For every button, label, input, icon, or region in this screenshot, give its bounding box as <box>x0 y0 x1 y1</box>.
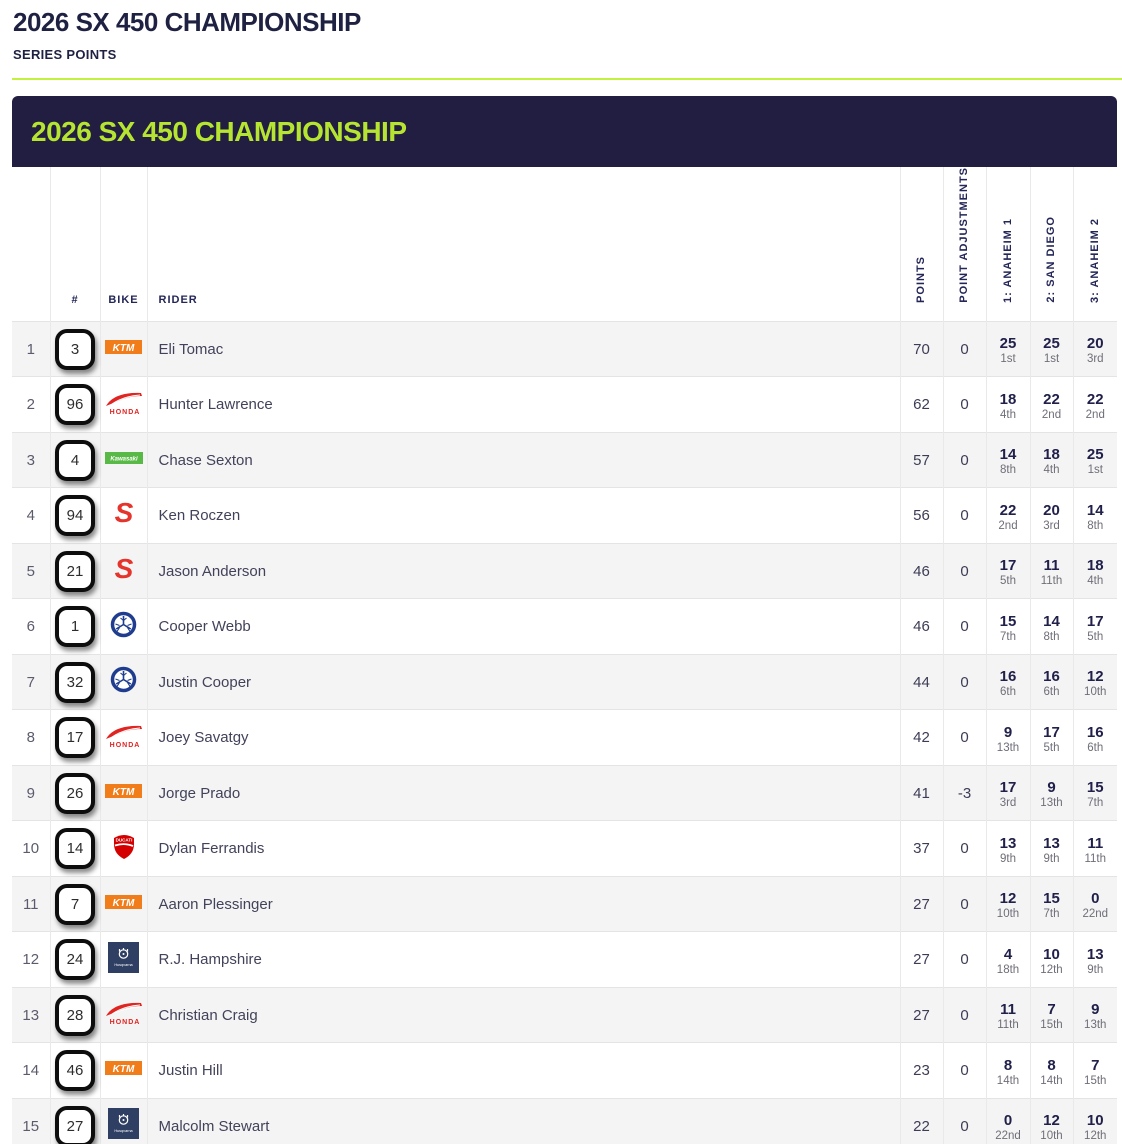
svg-text:KTM: KTM <box>112 1064 135 1076</box>
table-row <box>12 932 1117 988</box>
point-adjustments-cell: 0 <box>943 599 986 655</box>
round-3-result: 16 6th <box>1073 710 1117 766</box>
svg-text:KTM: KTM <box>112 897 135 909</box>
round-1-result: 14 8th <box>986 432 1030 488</box>
rider-name: Jorge Prado <box>147 765 900 821</box>
bike-logo-cell <box>100 1098 147 1144</box>
rider-name: Justin Hill <box>147 1043 900 1099</box>
bike-logo-cell <box>100 488 147 544</box>
husqvarna-logo-icon <box>108 1108 139 1139</box>
point-adjustments-cell: 0 <box>943 821 986 877</box>
bike-logo-cell <box>100 876 147 932</box>
point-adjustments-cell: 0 <box>943 1043 986 1099</box>
table-row <box>12 876 1117 932</box>
bike-logo-cell <box>100 1043 147 1099</box>
number-plate-cell <box>50 710 100 766</box>
number-plate: 7 <box>55 884 95 925</box>
bike-logo-cell <box>100 765 147 821</box>
number-plate: 46 <box>55 1050 95 1091</box>
number-plate-cell <box>50 876 100 932</box>
round-1-result: 15 7th <box>986 599 1030 655</box>
position-cell: 7 <box>12 654 50 710</box>
round-3-result: 22 2nd <box>1073 377 1117 433</box>
header-point-adjustments: POINT ADJUSTMENTS <box>943 167 986 321</box>
svg-text:HONDA: HONDA <box>109 741 140 749</box>
svg-text:DUCATI: DUCATI <box>115 837 132 843</box>
rider-name: Dylan Ferrandis <box>147 821 900 877</box>
svg-text:S: S <box>114 553 133 584</box>
round-1-result: 11 11th <box>986 987 1030 1043</box>
round-1-result: 9 13th <box>986 710 1030 766</box>
round-2-result: 13 9th <box>1030 821 1073 877</box>
number-plate: 17 <box>55 717 95 758</box>
bike-logo-cell <box>100 543 147 599</box>
svg-text:Husqvarna: Husqvarna <box>114 962 133 967</box>
table-row <box>12 543 1117 599</box>
number-plate: 94 <box>55 495 95 536</box>
bike-logo-cell <box>100 821 147 877</box>
svg-text:Kawasaki: Kawasaki <box>109 456 138 463</box>
number-plate-cell <box>50 987 100 1043</box>
point-adjustments-cell: 0 <box>943 488 986 544</box>
header-position <box>12 167 50 321</box>
standings-body <box>12 321 1117 1144</box>
number-plate: 24 <box>55 939 95 980</box>
number-plate-cell <box>50 821 100 877</box>
rider-name: Ken Roczen <box>147 488 900 544</box>
table-row <box>12 987 1117 1043</box>
points-cell: 62 <box>900 377 943 433</box>
suzuki-s-logo-icon <box>109 554 139 584</box>
standings-header <box>12 167 1117 321</box>
husqvarna-logo-icon <box>108 942 139 973</box>
header-round-san-diego: 2: SAN DIEGO <box>1030 167 1073 321</box>
table-row <box>12 1043 1117 1099</box>
round-1-result: 18 4th <box>986 377 1030 433</box>
round-1-result: 17 3rd <box>986 765 1030 821</box>
table-row <box>12 488 1117 544</box>
ktm-logo-icon <box>105 1061 142 1075</box>
position-cell: 14 <box>12 1043 50 1099</box>
round-2-result: 18 4th <box>1030 432 1073 488</box>
round-3-result: 25 1st <box>1073 432 1117 488</box>
number-plate-cell <box>50 377 100 433</box>
points-cell: 57 <box>900 432 943 488</box>
rider-name: Hunter Lawrence <box>147 377 900 433</box>
number-plate: 1 <box>55 606 95 647</box>
number-plate-cell <box>50 765 100 821</box>
svg-text:HONDA: HONDA <box>109 408 140 416</box>
table-row <box>12 1098 1117 1144</box>
rider-name: Justin Cooper <box>147 654 900 710</box>
number-plate-cell <box>50 432 100 488</box>
point-adjustments-cell: 0 <box>943 377 986 433</box>
bike-logo-cell <box>100 432 147 488</box>
round-2-result: 22 2nd <box>1030 377 1073 433</box>
svg-text:HONDA: HONDA <box>109 1019 140 1027</box>
svg-text:KTM: KTM <box>112 786 135 798</box>
point-adjustments-cell: 0 <box>943 710 986 766</box>
round-2-result: 7 15th <box>1030 987 1073 1043</box>
bike-logo-cell <box>100 932 147 988</box>
honda-wing-logo-icon <box>104 999 144 1026</box>
bike-logo-cell <box>100 377 147 433</box>
number-plate: 32 <box>55 662 95 703</box>
number-plate: 4 <box>55 440 95 481</box>
ktm-logo-icon <box>105 340 142 354</box>
number-plate-cell <box>50 543 100 599</box>
ducati-shield-logo-icon <box>111 833 137 860</box>
round-2-result: 25 1st <box>1030 321 1073 377</box>
round-2-result: 16 6th <box>1030 654 1073 710</box>
round-2-result: 14 8th <box>1030 599 1073 655</box>
number-plate: 26 <box>55 773 95 814</box>
points-cell: 56 <box>900 488 943 544</box>
page-subtitle: SERIES POINTS <box>13 47 117 62</box>
round-2-result: 12 10th <box>1030 1098 1073 1144</box>
round-1-result: 4 18th <box>986 932 1030 988</box>
standings-panel <box>12 96 1117 1144</box>
position-cell: 5 <box>12 543 50 599</box>
position-cell: 15 <box>12 1098 50 1144</box>
points-cell: 27 <box>900 932 943 988</box>
bike-logo-cell <box>100 599 147 655</box>
position-cell: 12 <box>12 932 50 988</box>
table-row <box>12 654 1117 710</box>
ktm-logo-icon <box>105 895 142 909</box>
round-2-result: 8 14th <box>1030 1043 1073 1099</box>
header-round-anaheim-1: 1: ANAHEIM 1 <box>986 167 1030 321</box>
svg-text:S: S <box>114 498 133 529</box>
number-plate: 3 <box>55 329 95 370</box>
table-row <box>12 599 1117 655</box>
point-adjustments-cell: 0 <box>943 932 986 988</box>
rider-name: Chase Sexton <box>147 432 900 488</box>
round-1-result: 17 5th <box>986 543 1030 599</box>
table-row <box>12 377 1117 433</box>
position-cell: 3 <box>12 432 50 488</box>
position-cell: 9 <box>12 765 50 821</box>
position-cell: 6 <box>12 599 50 655</box>
position-cell: 11 <box>12 876 50 932</box>
standings-table <box>12 167 1117 1144</box>
rider-name: R.J. Hampshire <box>147 932 900 988</box>
position-cell: 8 <box>12 710 50 766</box>
rider-name: Christian Craig <box>147 987 900 1043</box>
point-adjustments-cell: 0 <box>943 432 986 488</box>
points-cell: 41 <box>900 765 943 821</box>
bike-logo-cell <box>100 654 147 710</box>
header-bike: BIKE <box>100 167 147 321</box>
rider-name: Eli Tomac <box>147 321 900 377</box>
header-points: POINTS <box>900 167 943 321</box>
round-2-result: 11 11th <box>1030 543 1073 599</box>
round-2-result: 20 3rd <box>1030 488 1073 544</box>
position-cell: 1 <box>12 321 50 377</box>
round-1-result: 13 9th <box>986 821 1030 877</box>
points-cell: 37 <box>900 821 943 877</box>
round-1-result: 12 10th <box>986 876 1030 932</box>
number-plate: 28 <box>55 995 95 1036</box>
rider-name: Malcolm Stewart <box>147 1098 900 1144</box>
number-plate: 27 <box>55 1106 95 1144</box>
round-3-result: 12 10th <box>1073 654 1117 710</box>
points-cell: 44 <box>900 654 943 710</box>
ktm-logo-icon <box>105 784 142 798</box>
svg-text:Husqvarna: Husqvarna <box>114 1129 133 1134</box>
rider-name: Joey Savatgy <box>147 710 900 766</box>
rider-name: Jason Anderson <box>147 543 900 599</box>
svg-text:KTM: KTM <box>112 342 135 354</box>
round-3-result: 15 7th <box>1073 765 1117 821</box>
round-1-result: 8 14th <box>986 1043 1030 1099</box>
round-3-result: 0 22nd <box>1073 876 1117 932</box>
rider-name: Cooper Webb <box>147 599 900 655</box>
position-cell: 4 <box>12 488 50 544</box>
number-plate: 14 <box>55 828 95 869</box>
round-2-result: 17 5th <box>1030 710 1073 766</box>
round-3-result: 7 15th <box>1073 1043 1117 1099</box>
number-plate-cell <box>50 1098 100 1144</box>
point-adjustments-cell: 0 <box>943 543 986 599</box>
kawasaki-logo-icon <box>105 452 143 464</box>
point-adjustments-cell: 0 <box>943 321 986 377</box>
points-cell: 46 <box>900 599 943 655</box>
number-plate: 96 <box>55 384 95 425</box>
bike-logo-cell <box>100 987 147 1043</box>
round-1-result: 0 22nd <box>986 1098 1030 1144</box>
round-3-result: 10 12th <box>1073 1098 1117 1144</box>
table-row <box>12 432 1117 488</box>
yamaha-tuning-fork-logo-icon <box>110 666 137 693</box>
number-plate-cell <box>50 488 100 544</box>
point-adjustments-cell: -3 <box>943 765 986 821</box>
suzuki-s-logo-icon <box>109 498 139 528</box>
header-number: # <box>50 167 100 321</box>
honda-wing-logo-icon <box>104 389 144 416</box>
position-cell: 10 <box>12 821 50 877</box>
bike-logo-cell <box>100 321 147 377</box>
points-cell: 70 <box>900 321 943 377</box>
round-3-result: 14 8th <box>1073 488 1117 544</box>
round-2-result: 15 7th <box>1030 876 1073 932</box>
table-row <box>12 321 1117 377</box>
number-plate-cell <box>50 932 100 988</box>
position-cell: 2 <box>12 377 50 433</box>
points-cell: 27 <box>900 987 943 1043</box>
point-adjustments-cell: 0 <box>943 876 986 932</box>
round-3-result: 20 3rd <box>1073 321 1117 377</box>
table-row <box>12 710 1117 766</box>
rider-name: Aaron Plessinger <box>147 876 900 932</box>
round-3-result: 11 11th <box>1073 821 1117 877</box>
round-3-result: 17 5th <box>1073 599 1117 655</box>
number-plate-cell <box>50 599 100 655</box>
panel-header <box>12 96 1117 167</box>
point-adjustments-cell: 0 <box>943 987 986 1043</box>
round-2-result: 9 13th <box>1030 765 1073 821</box>
point-adjustments-cell: 0 <box>943 1098 986 1144</box>
honda-wing-logo-icon <box>104 722 144 749</box>
round-1-result: 16 6th <box>986 654 1030 710</box>
round-1-result: 25 1st <box>986 321 1030 377</box>
table-row <box>12 821 1117 877</box>
points-cell: 27 <box>900 876 943 932</box>
round-3-result: 9 13th <box>1073 987 1117 1043</box>
lime-divider <box>12 78 1122 80</box>
number-plate: 21 <box>55 551 95 592</box>
header-rider: RIDER <box>147 167 900 321</box>
points-cell: 23 <box>900 1043 943 1099</box>
round-1-result: 22 2nd <box>986 488 1030 544</box>
number-plate-cell <box>50 1043 100 1099</box>
page-title: 2026 SX 450 CHAMPIONSHIP <box>13 7 361 37</box>
round-3-result: 13 9th <box>1073 932 1117 988</box>
header-round-anaheim-2: 3: ANAHEIM 2 <box>1073 167 1117 321</box>
round-2-result: 10 12th <box>1030 932 1073 988</box>
points-cell: 22 <box>900 1098 943 1144</box>
number-plate-cell <box>50 321 100 377</box>
panel-title: 2026 SX 450 CHAMPIONSHIP <box>31 115 407 147</box>
number-plate-cell <box>50 654 100 710</box>
position-cell: 13 <box>12 987 50 1043</box>
points-cell: 46 <box>900 543 943 599</box>
yamaha-tuning-fork-logo-icon <box>110 611 137 638</box>
table-row <box>12 765 1117 821</box>
bike-logo-cell <box>100 710 147 766</box>
round-3-result: 18 4th <box>1073 543 1117 599</box>
points-cell: 42 <box>900 710 943 766</box>
point-adjustments-cell: 0 <box>943 654 986 710</box>
